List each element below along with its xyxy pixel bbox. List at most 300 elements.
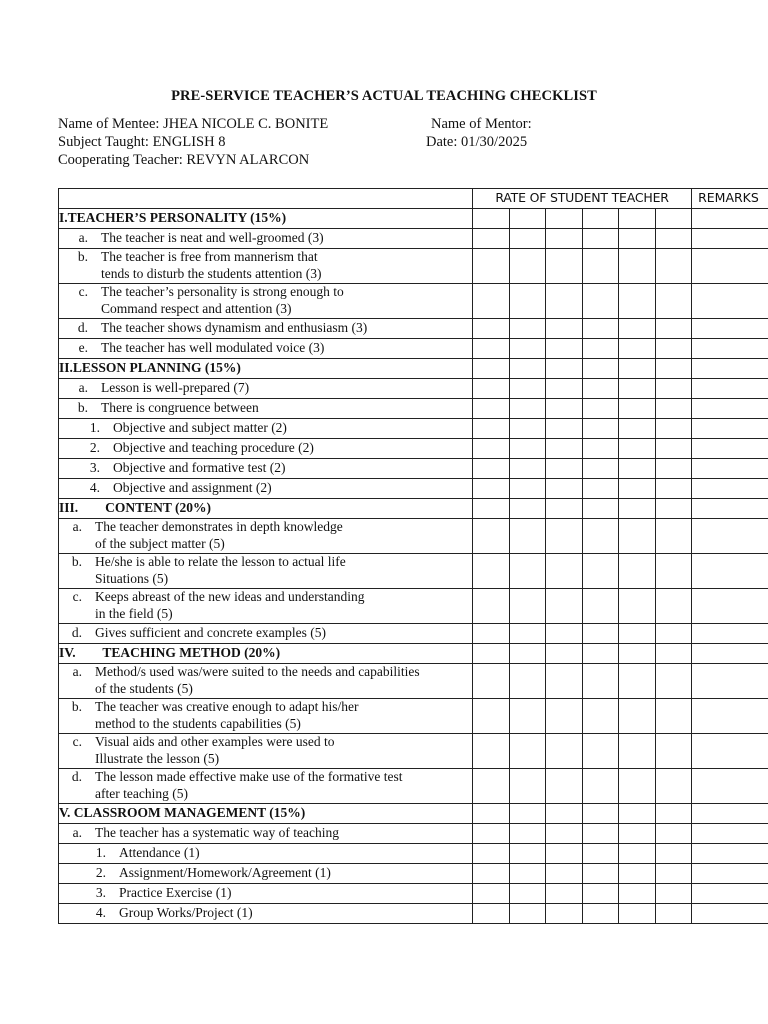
section-heading: I.TEACHER’S PERSONALITY (15%) xyxy=(59,209,473,229)
criterion-row xyxy=(59,379,768,399)
rating-cell[interactable] xyxy=(656,664,692,699)
rating-cell[interactable] xyxy=(546,439,583,459)
criterion-cell xyxy=(59,284,473,319)
rating-cell[interactable] xyxy=(510,554,546,589)
rating-cell[interactable] xyxy=(510,519,546,554)
rating-cell[interactable] xyxy=(473,249,510,284)
criterion-row xyxy=(59,864,768,884)
rating-cell[interactable] xyxy=(583,769,619,804)
rating-cell[interactable] xyxy=(546,229,583,249)
rating-cell[interactable] xyxy=(546,844,583,864)
item-marker: b. xyxy=(71,554,82,569)
item-marker: c. xyxy=(72,734,82,749)
remarks-cell[interactable] xyxy=(692,734,768,769)
rating-cell[interactable] xyxy=(546,499,583,519)
rating-cell[interactable] xyxy=(546,699,583,734)
rating-cell[interactable] xyxy=(619,499,656,519)
rating-cell[interactable] xyxy=(510,359,546,379)
rating-cell[interactable] xyxy=(619,339,656,359)
remarks-cell[interactable] xyxy=(692,904,768,924)
criterion-text: The teacher was creative enough to adapt his/her xyxy=(95,699,359,714)
rating-cell[interactable] xyxy=(656,359,692,379)
rating-cell[interactable] xyxy=(510,624,546,644)
rating-cell[interactable] xyxy=(510,804,546,824)
rating-cell[interactable] xyxy=(656,439,692,459)
rating-cell[interactable] xyxy=(546,419,583,439)
rating-cell[interactable] xyxy=(619,209,656,229)
rating-cell[interactable] xyxy=(473,844,510,864)
rating-cell[interactable] xyxy=(473,319,510,339)
rating-cell[interactable] xyxy=(473,589,510,624)
criterion-row xyxy=(59,439,768,459)
rating-cell[interactable] xyxy=(510,664,546,699)
remarks-cell[interactable] xyxy=(692,359,768,379)
criterion-cell xyxy=(59,459,473,479)
rating-cell[interactable] xyxy=(546,864,583,884)
page-title: PRE-SERVICE TEACHER’S ACTUAL TEACHING CHECKLIST xyxy=(171,88,597,104)
item-marker: a. xyxy=(78,230,88,245)
rating-cell[interactable] xyxy=(546,339,583,359)
rating-cell[interactable] xyxy=(510,699,546,734)
criterion-row xyxy=(59,554,768,589)
rating-cell[interactable] xyxy=(583,319,619,339)
criterion-cell xyxy=(59,379,473,399)
rating-cell[interactable] xyxy=(473,644,510,664)
rating-cell[interactable] xyxy=(510,339,546,359)
rating-cell[interactable] xyxy=(619,359,656,379)
criterion-text: He/she is able to relate the lesson to actual life xyxy=(95,554,346,569)
rating-cell[interactable] xyxy=(656,284,692,319)
criterion-row xyxy=(59,229,768,249)
rating-cell[interactable] xyxy=(546,664,583,699)
rating-cell[interactable] xyxy=(473,699,510,734)
rating-cell[interactable] xyxy=(583,249,619,284)
mentor-name: Name of Mentor: xyxy=(431,116,532,132)
rating-cell[interactable] xyxy=(510,824,546,844)
rating-cell[interactable] xyxy=(619,884,656,904)
cooperating-teacher: Cooperating Teacher: REVYN ALARCON xyxy=(58,152,310,168)
criterion-text: of the subject matter (5) xyxy=(95,535,225,551)
item-marker: e. xyxy=(78,340,88,355)
criterion-text: The teacher is free from mannerism that xyxy=(101,249,318,264)
rating-cell[interactable] xyxy=(510,864,546,884)
rating-cell[interactable] xyxy=(510,734,546,769)
item-marker: c. xyxy=(72,589,82,604)
item-marker: a. xyxy=(72,664,82,679)
criterion-row xyxy=(59,734,768,769)
remarks-cell[interactable] xyxy=(692,419,768,439)
rating-cell[interactable] xyxy=(583,379,619,399)
rating-cell[interactable] xyxy=(583,284,619,319)
rating-cell[interactable] xyxy=(473,479,510,499)
criterion-text: The teacher has well modulated voice (3) xyxy=(101,340,325,355)
criterion-text: Group Works/Project (1) xyxy=(119,905,253,920)
remarks-cell[interactable] xyxy=(692,339,768,359)
remarks-cell[interactable] xyxy=(692,664,768,699)
rating-cell[interactable] xyxy=(473,769,510,804)
remarks-cell[interactable] xyxy=(692,824,768,844)
item-marker: 1. xyxy=(89,420,100,435)
rating-cell[interactable] xyxy=(656,734,692,769)
rating-cell[interactable] xyxy=(510,459,546,479)
item-marker: 2. xyxy=(95,865,106,880)
remarks-cell[interactable] xyxy=(692,459,768,479)
criterion-text: Situations (5) xyxy=(95,570,169,586)
criterion-cell xyxy=(59,439,473,459)
rating-cell[interactable] xyxy=(656,624,692,644)
rating-cell[interactable] xyxy=(583,209,619,229)
remarks-cell[interactable] xyxy=(692,699,768,734)
rating-cell[interactable] xyxy=(656,479,692,499)
item-marker: 1. xyxy=(95,845,106,860)
remarks-cell[interactable] xyxy=(692,284,768,319)
criterion-text: Objective and subject matter (2) xyxy=(113,420,287,435)
rating-cell[interactable] xyxy=(656,399,692,419)
rating-cell[interactable] xyxy=(546,804,583,824)
rating-cell[interactable] xyxy=(510,249,546,284)
criterion-row xyxy=(59,459,768,479)
rating-cell[interactable] xyxy=(619,519,656,554)
criterion-row xyxy=(59,664,768,699)
remarks-cell[interactable] xyxy=(692,439,768,459)
item-marker: 3. xyxy=(89,460,100,475)
remarks-cell[interactable] xyxy=(692,519,768,554)
criterion-cell xyxy=(59,479,473,499)
rating-cell[interactable] xyxy=(656,554,692,589)
rating-cell[interactable] xyxy=(656,319,692,339)
rating-cell[interactable] xyxy=(619,229,656,249)
rating-cell[interactable] xyxy=(583,824,619,844)
rating-cell[interactable] xyxy=(473,499,510,519)
rating-cell[interactable] xyxy=(619,554,656,589)
rating-cell[interactable] xyxy=(546,624,583,644)
rating-cell[interactable] xyxy=(619,379,656,399)
mentee-name: Name of Mentee: JHEA NICOLE C. BONITE xyxy=(58,116,329,132)
rating-cell[interactable] xyxy=(473,459,510,479)
rating-cell[interactable] xyxy=(656,459,692,479)
criterion-cell xyxy=(59,884,473,904)
rating-cell[interactable] xyxy=(583,664,619,699)
remarks-cell[interactable] xyxy=(692,624,768,644)
rating-cell[interactable] xyxy=(619,644,656,664)
rating-cell[interactable] xyxy=(473,624,510,644)
rating-cell[interactable] xyxy=(510,479,546,499)
rating-cell[interactable] xyxy=(473,229,510,249)
rating-cell[interactable] xyxy=(583,589,619,624)
remarks-cell[interactable] xyxy=(692,804,768,824)
rating-cell[interactable] xyxy=(619,284,656,319)
rating-cell[interactable] xyxy=(656,229,692,249)
rating-cell[interactable] xyxy=(656,699,692,734)
criterion-text: Attendance (1) xyxy=(119,845,200,860)
rating-cell[interactable] xyxy=(546,589,583,624)
criterion-cell xyxy=(59,554,473,589)
rating-cell[interactable] xyxy=(619,399,656,419)
criterion-text: tends to disturb the students attention (3) xyxy=(101,265,322,281)
rating-cell[interactable] xyxy=(619,459,656,479)
criterion-text: The lesson made effective make use of the formative test xyxy=(95,769,403,784)
rating-cell[interactable] xyxy=(619,844,656,864)
rating-cell[interactable] xyxy=(510,229,546,249)
rating-cell[interactable] xyxy=(619,249,656,284)
item-marker: 4. xyxy=(89,480,100,495)
criterion-cell xyxy=(59,844,473,864)
criterion-text: Command respect and attention (3) xyxy=(101,300,292,316)
remarks-cell[interactable] xyxy=(692,319,768,339)
rating-cell[interactable] xyxy=(656,804,692,824)
criterion-text: Objective and assignment (2) xyxy=(113,480,272,495)
criterion-row xyxy=(59,399,768,419)
rating-cell[interactable] xyxy=(656,904,692,924)
criterion-text: Objective and formative test (2) xyxy=(113,460,286,475)
rating-cell[interactable] xyxy=(473,554,510,589)
rating-cell[interactable] xyxy=(583,229,619,249)
section-heading: III. CONTENT (20%) xyxy=(59,499,473,519)
rating-cell[interactable] xyxy=(583,499,619,519)
rating-cell[interactable] xyxy=(510,439,546,459)
criterion-text: Objective and teaching procedure (2) xyxy=(113,440,314,455)
rating-cell[interactable] xyxy=(619,904,656,924)
rating-cell[interactable] xyxy=(510,399,546,419)
rating-cell[interactable] xyxy=(619,589,656,624)
rating-cell[interactable] xyxy=(510,319,546,339)
rating-cell[interactable] xyxy=(546,644,583,664)
rating-cell[interactable] xyxy=(510,769,546,804)
rating-cell[interactable] xyxy=(510,209,546,229)
criterion-cell xyxy=(59,339,473,359)
rating-cell[interactable] xyxy=(583,844,619,864)
criterion-row xyxy=(59,284,768,319)
item-marker: a. xyxy=(78,380,88,395)
item-marker: 2. xyxy=(89,440,100,455)
criterion-text: The teacher demonstrates in depth knowledge xyxy=(95,519,343,534)
rating-cell[interactable] xyxy=(619,319,656,339)
rating-cell[interactable] xyxy=(619,664,656,699)
remarks-cell[interactable] xyxy=(692,479,768,499)
criterion-text: Keeps abreast of the new ideas and understanding xyxy=(95,589,365,604)
section-row xyxy=(59,644,768,664)
rating-cell[interactable] xyxy=(510,284,546,319)
item-marker: b. xyxy=(71,699,82,714)
rating-cell[interactable] xyxy=(583,644,619,664)
rating-cell[interactable] xyxy=(510,644,546,664)
rating-cell[interactable] xyxy=(583,359,619,379)
rate-header: RATE OF STUDENT TEACHER xyxy=(473,189,692,209)
criterion-text: The teacher is neat and well-groomed (3) xyxy=(101,230,324,245)
criterion-text: in the field (5) xyxy=(95,605,173,621)
section-heading: IV. TEACHING METHOD (20%) xyxy=(59,644,473,664)
criterion-cell xyxy=(59,319,473,339)
remarks-cell[interactable] xyxy=(692,399,768,419)
criterion-row xyxy=(59,479,768,499)
rating-cell[interactable] xyxy=(619,699,656,734)
rating-cell[interactable] xyxy=(656,644,692,664)
rating-cell[interactable] xyxy=(473,379,510,399)
criterion-row xyxy=(59,519,768,554)
rating-cell[interactable] xyxy=(546,359,583,379)
criterion-text: Method/s used was/were suited to the needs and capabilities xyxy=(95,664,420,679)
remarks-cell[interactable] xyxy=(692,554,768,589)
header-blank-cell xyxy=(59,189,473,209)
rating-cell[interactable] xyxy=(656,419,692,439)
rating-cell[interactable] xyxy=(510,884,546,904)
rating-cell[interactable] xyxy=(473,519,510,554)
item-marker: 3. xyxy=(95,885,106,900)
rating-cell[interactable] xyxy=(583,339,619,359)
criterion-text: Lesson is well-prepared (7) xyxy=(101,380,250,395)
remarks-cell[interactable] xyxy=(692,229,768,249)
criterion-cell xyxy=(59,769,473,804)
rating-cell[interactable] xyxy=(473,359,510,379)
rating-cell[interactable] xyxy=(656,209,692,229)
rating-cell[interactable] xyxy=(656,589,692,624)
item-marker: a. xyxy=(72,519,82,534)
rating-cell[interactable] xyxy=(583,554,619,589)
rating-cell[interactable] xyxy=(656,499,692,519)
criterion-cell xyxy=(59,249,473,284)
remarks-cell[interactable] xyxy=(692,864,768,884)
remarks-cell[interactable] xyxy=(692,499,768,519)
rating-cell[interactable] xyxy=(656,249,692,284)
rating-cell[interactable] xyxy=(656,379,692,399)
rating-cell[interactable] xyxy=(583,519,619,554)
rating-cell[interactable] xyxy=(546,399,583,419)
rating-cell[interactable] xyxy=(546,904,583,924)
rating-cell[interactable] xyxy=(583,479,619,499)
rating-cell[interactable] xyxy=(546,554,583,589)
criterion-text: of the students (5) xyxy=(95,680,193,696)
criterion-cell xyxy=(59,419,473,439)
rating-cell[interactable] xyxy=(510,844,546,864)
rating-cell[interactable] xyxy=(619,804,656,824)
rating-cell[interactable] xyxy=(473,419,510,439)
rating-cell[interactable] xyxy=(656,864,692,884)
rating-cell[interactable] xyxy=(583,419,619,439)
remarks-cell[interactable] xyxy=(692,589,768,624)
rating-cell[interactable] xyxy=(656,519,692,554)
rating-cell[interactable] xyxy=(583,864,619,884)
criterion-cell xyxy=(59,824,473,844)
remarks-cell[interactable] xyxy=(692,379,768,399)
rating-cell[interactable] xyxy=(619,824,656,844)
rating-cell[interactable] xyxy=(583,439,619,459)
rating-cell[interactable] xyxy=(583,734,619,769)
rating-cell[interactable] xyxy=(619,864,656,884)
rating-cell[interactable] xyxy=(510,419,546,439)
rating-cell[interactable] xyxy=(656,339,692,359)
rating-cell[interactable] xyxy=(546,459,583,479)
rating-cell[interactable] xyxy=(473,804,510,824)
rating-cell[interactable] xyxy=(473,399,510,419)
rating-cell[interactable] xyxy=(546,884,583,904)
remarks-cell[interactable] xyxy=(692,769,768,804)
rating-cell[interactable] xyxy=(619,624,656,644)
rating-cell[interactable] xyxy=(583,904,619,924)
section-row xyxy=(59,209,768,229)
rating-cell[interactable] xyxy=(546,379,583,399)
remarks-cell[interactable] xyxy=(692,844,768,864)
criterion-cell xyxy=(59,229,473,249)
checklist-table xyxy=(58,188,768,924)
criterion-text: Illustrate the lesson (5) xyxy=(95,750,220,766)
rating-cell[interactable] xyxy=(619,769,656,804)
rating-cell[interactable] xyxy=(546,519,583,554)
criterion-row xyxy=(59,249,768,284)
rating-cell[interactable] xyxy=(473,904,510,924)
rating-cell[interactable] xyxy=(619,734,656,769)
criterion-text: after teaching (5) xyxy=(95,785,188,801)
rating-cell[interactable] xyxy=(510,589,546,624)
item-marker: d. xyxy=(77,320,88,335)
item-marker: d. xyxy=(71,625,82,640)
rating-cell[interactable] xyxy=(510,499,546,519)
criterion-text: Gives sufficient and concrete examples (5) xyxy=(95,625,327,640)
criterion-cell xyxy=(59,699,473,734)
item-marker: d. xyxy=(71,769,82,784)
rating-cell[interactable] xyxy=(656,884,692,904)
criterion-cell xyxy=(59,864,473,884)
rating-cell[interactable] xyxy=(619,419,656,439)
rating-cell[interactable] xyxy=(510,379,546,399)
rating-cell[interactable] xyxy=(546,824,583,844)
criterion-cell xyxy=(59,624,473,644)
rating-cell[interactable] xyxy=(583,884,619,904)
criterion-row xyxy=(59,419,768,439)
rating-cell[interactable] xyxy=(473,664,510,699)
rating-cell[interactable] xyxy=(473,864,510,884)
criterion-text: The teacher has a systematic way of teaching xyxy=(95,825,340,840)
remarks-cell[interactable] xyxy=(692,249,768,284)
rating-cell[interactable] xyxy=(583,624,619,644)
rating-cell[interactable] xyxy=(473,339,510,359)
rating-cell[interactable] xyxy=(473,439,510,459)
rating-cell[interactable] xyxy=(473,209,510,229)
remarks-cell[interactable] xyxy=(692,209,768,229)
criterion-text: Assignment/Homework/Agreement (1) xyxy=(119,865,331,880)
section-row xyxy=(59,499,768,519)
rating-cell[interactable] xyxy=(656,824,692,844)
rating-cell[interactable] xyxy=(473,284,510,319)
rating-cell[interactable] xyxy=(583,459,619,479)
rating-cell[interactable] xyxy=(546,284,583,319)
rating-cell[interactable] xyxy=(583,399,619,419)
remarks-cell[interactable] xyxy=(692,644,768,664)
remarks-cell[interactable] xyxy=(692,884,768,904)
criterion-row xyxy=(59,904,768,924)
section-heading: V. CLASSROOM MANAGEMENT (15%) xyxy=(59,804,473,824)
rating-cell[interactable] xyxy=(546,769,583,804)
rating-cell[interactable] xyxy=(546,209,583,229)
rating-cell[interactable] xyxy=(656,769,692,804)
section-row xyxy=(59,804,768,824)
rating-cell[interactable] xyxy=(473,734,510,769)
rating-cell[interactable] xyxy=(583,804,619,824)
date: Date: 01/30/2025 xyxy=(426,134,528,150)
rating-cell[interactable] xyxy=(510,904,546,924)
rating-cell[interactable] xyxy=(546,319,583,339)
rating-cell[interactable] xyxy=(546,479,583,499)
rating-cell[interactable] xyxy=(473,884,510,904)
rating-cell[interactable] xyxy=(473,824,510,844)
rating-cell[interactable] xyxy=(583,699,619,734)
rating-cell[interactable] xyxy=(619,479,656,499)
rating-cell[interactable] xyxy=(546,249,583,284)
rating-cell[interactable] xyxy=(619,439,656,459)
rating-cell[interactable] xyxy=(546,734,583,769)
criterion-row xyxy=(59,319,768,339)
rating-cell[interactable] xyxy=(656,844,692,864)
criterion-cell xyxy=(59,519,473,554)
